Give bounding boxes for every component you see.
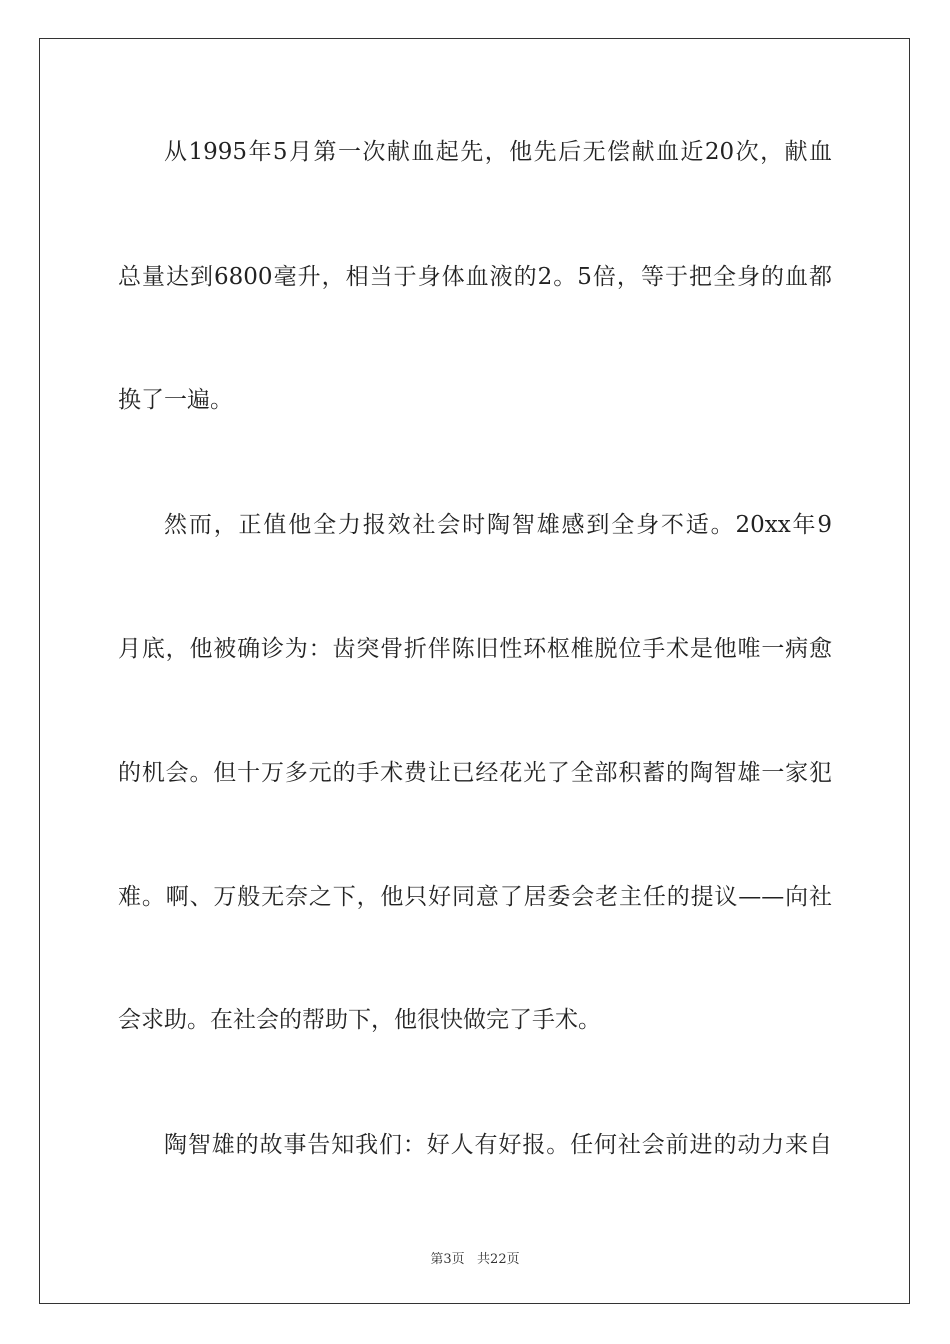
text-line: 月底，他被确诊为：齿突骨折伴陈旧性环枢椎脱位手术是他唯一病愈 [118,636,832,662]
text-line: 换了一遍。 [118,387,233,413]
text-line: 会求助。在社会的帮助下，他很快做完了手术。 [118,1007,601,1033]
text-line: 然而，正值他全力报效社会时陶智雄感到全身不适。20xx年9 [164,512,832,538]
page-number-footer: 第3页 共22页 [430,1252,520,1267]
text-line: 难。啊、万般无奈之下，他只好同意了居委会老主任的提议——向社 [118,884,832,910]
page-border [39,38,910,1304]
text-line: 总量达到6800毫升，相当于身体血液的2。5倍，等于把全身的血都 [118,264,832,290]
text-line: 的机会。但十万多元的手术费让已经花光了全部积蓄的陶智雄一家犯 [118,760,832,786]
text-line: 陶智雄的故事告知我们：好人有好报。任何社会前进的动力来自 [164,1132,832,1158]
text-line: 从1995年5月第一次献血起先，他先后无偿献血近20次，献血 [164,139,832,165]
